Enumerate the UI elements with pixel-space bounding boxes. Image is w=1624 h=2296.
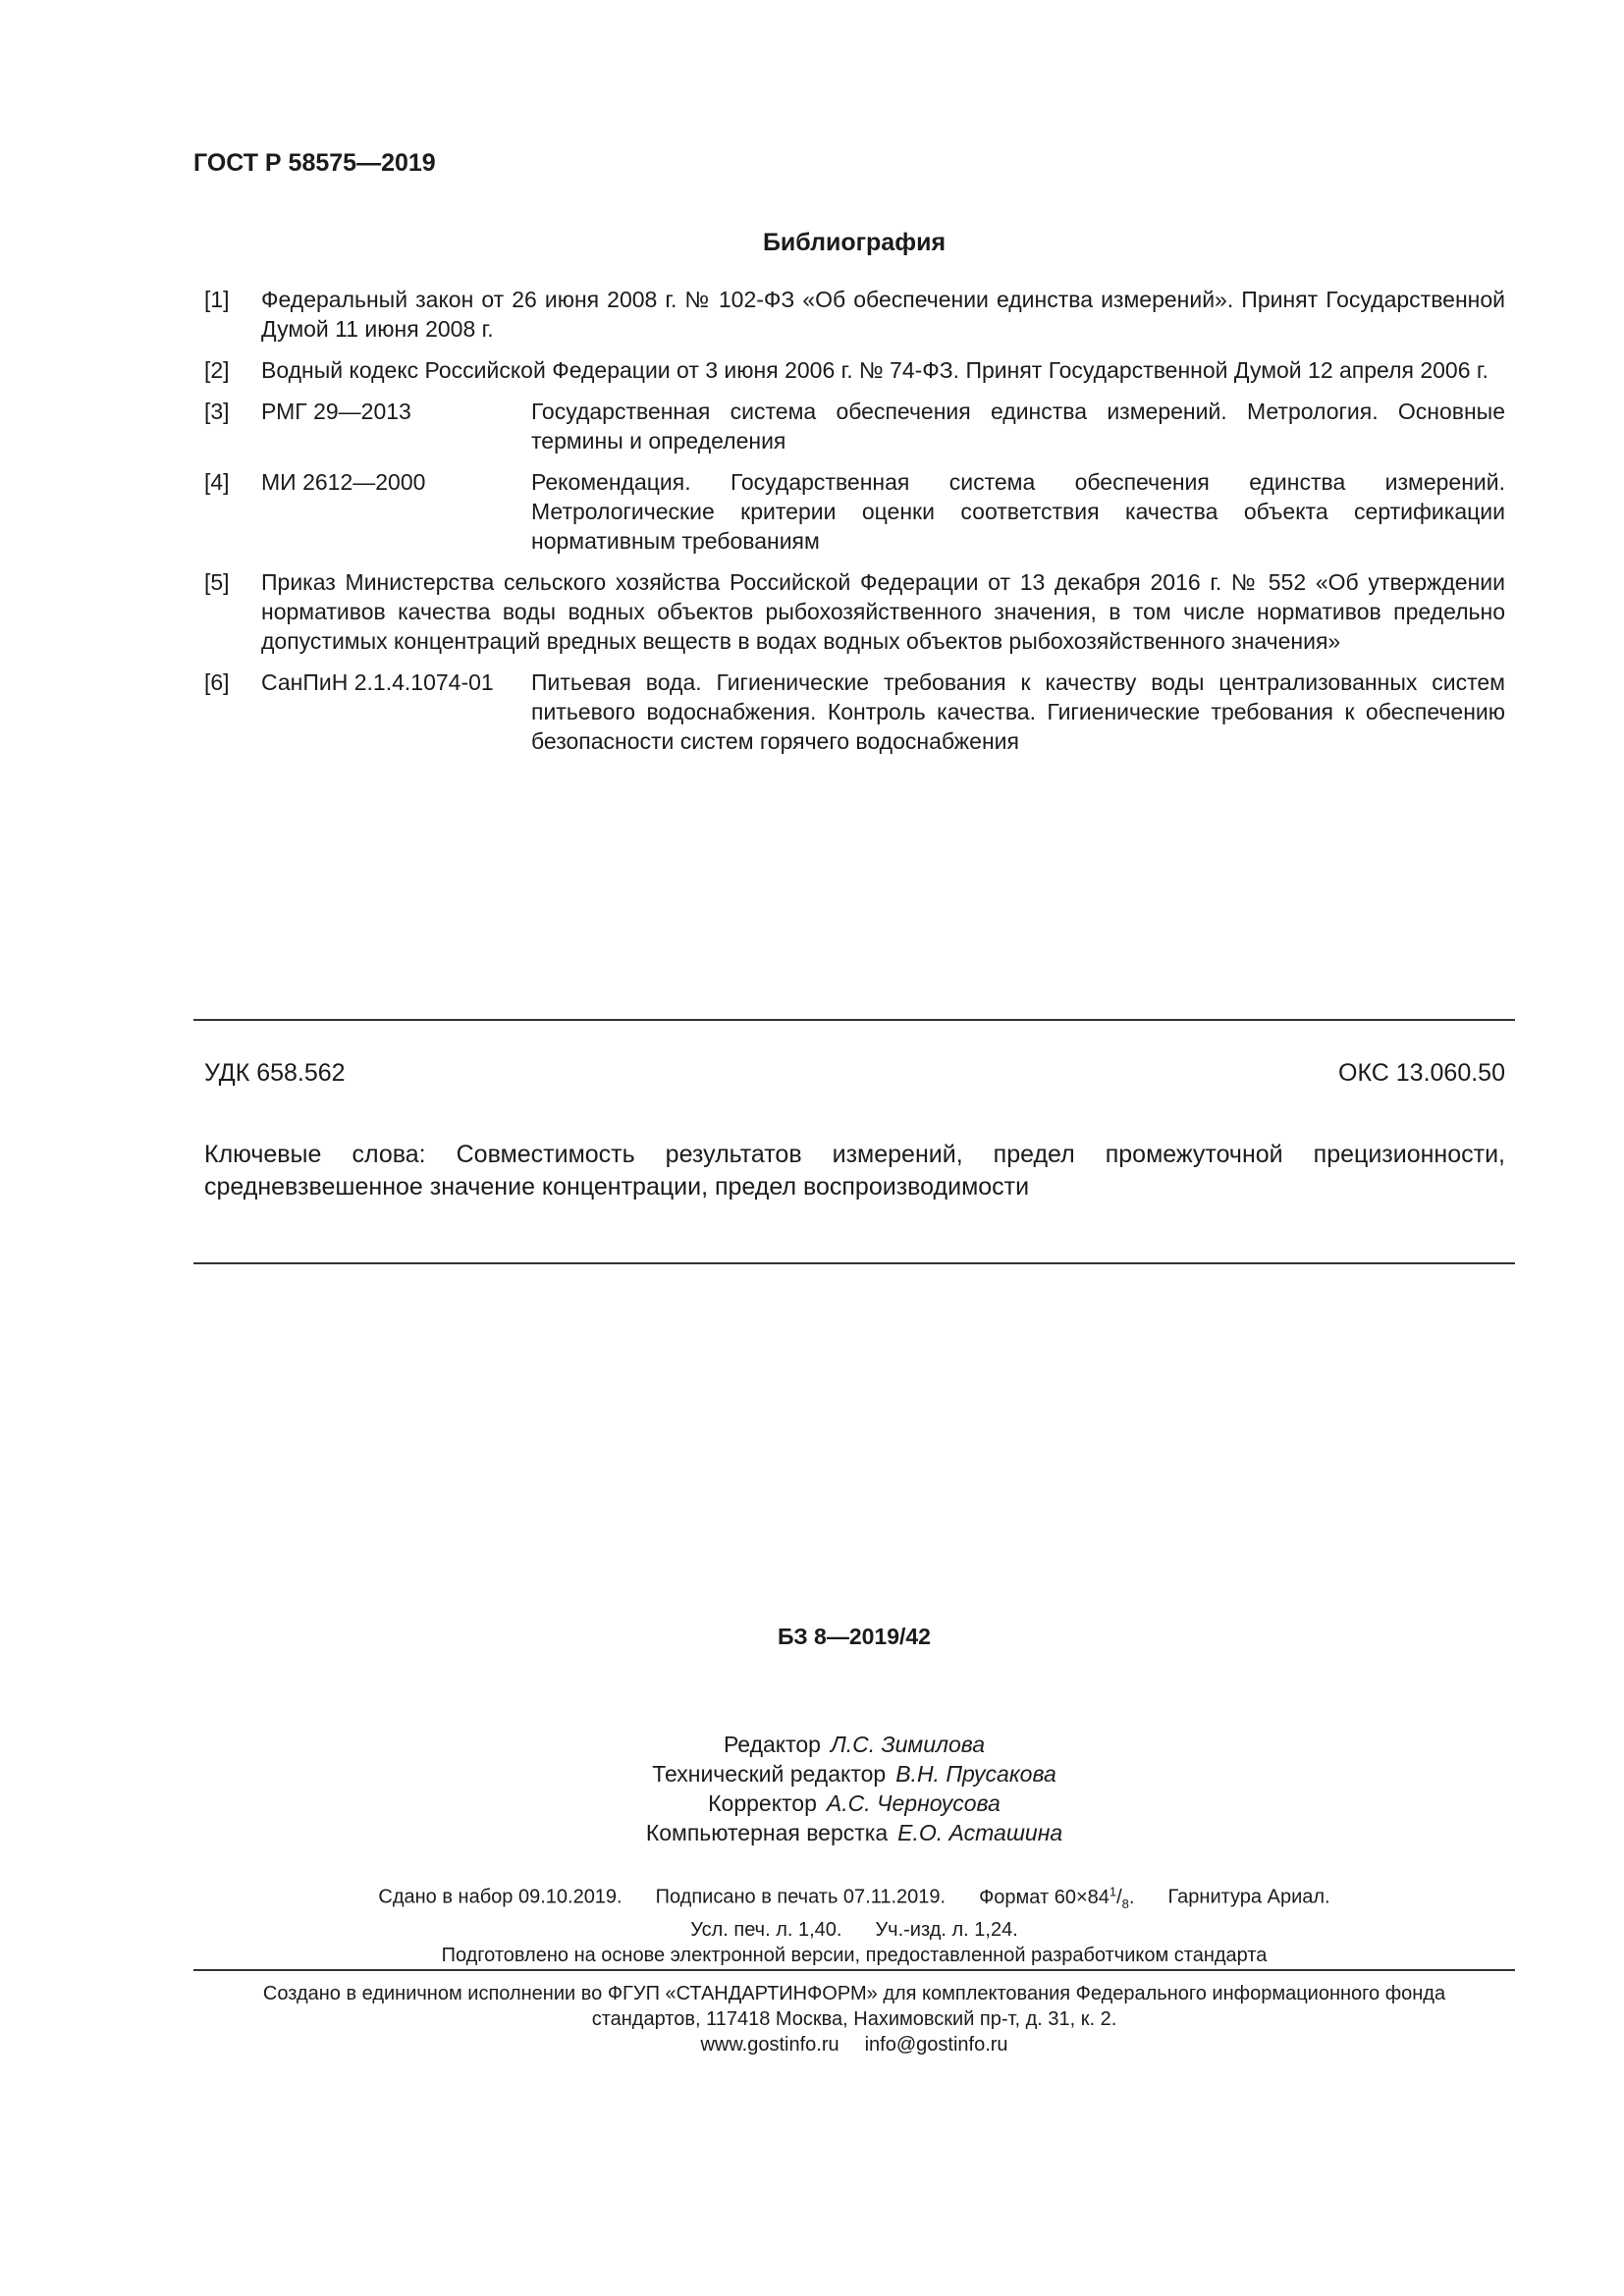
publication-sheets: Уч.-изд. л. 1,24. [875, 1918, 1018, 1941]
credit-line [193, 1759, 1515, 1789]
credit-role: Технический редактор [652, 1761, 887, 1787]
print-info-line [193, 1917, 1515, 1943]
entry-text: Питьевая вода. Гигиенические требования к качеству воды централизованных систем питьевого водоснабжения. Контроль качества. Гигиенические требования к обеспечению безопасности систем горячего водоснабжения [531, 669, 1505, 754]
email-link[interactable]: info@gostinfo.ru [864, 2034, 1008, 2056]
keywords: Ключевые слова: Совместимость результатов измерений, предел промежуточной прецизионности, средневзвешенное значение концентрации, предел воспроизводимости [204, 1141, 1505, 1201]
credit-name: А.С. Черноусова [826, 1790, 1001, 1816]
divider-top [193, 1019, 1515, 1021]
typeface: Гарнитура Ариал. [1167, 1886, 1330, 1908]
entry-number: [2] [204, 357, 230, 383]
entry-number: [6] [204, 669, 230, 695]
bibliography-entry [204, 567, 1505, 656]
bibliography-entry [204, 667, 1505, 756]
signed-date: Подписано в печать 07.11.2019. [655, 1886, 947, 1908]
document-code: ГОСТ Р 58575—2019 [193, 149, 436, 177]
entry-number: [3] [204, 399, 230, 424]
footer-contacts [193, 2032, 1515, 2057]
entry-text: Рекомендация. Государственная система обеспечения единства измерений. Метрологические критерии оценки соответствия качества объекта сертификации нормативным требованиям [531, 469, 1505, 554]
credits [193, 1730, 1515, 1847]
credit-name: В.Н. Прусакова [895, 1761, 1056, 1787]
entry-text: Государственная система обеспечения единства измерений. Метрология. Основные термины и определения [531, 399, 1505, 454]
entry-number: [4] [204, 469, 230, 495]
bibliography-entry [204, 467, 1505, 556]
print-info-line [193, 1879, 1515, 1917]
entry-text: Водный кодекс Российской Федерации от 3 июня 2006 г. № 74-ФЗ. Принят Государственной Думой 12 апреля 2006 г. [261, 357, 1489, 383]
divider-bottom [193, 1262, 1515, 1264]
credit-role: Редактор [723, 1732, 821, 1757]
divider-footer [193, 1969, 1515, 1971]
bz-code: БЗ 8—2019/42 [778, 1624, 931, 1649]
submitted-date: Сдано в набор 09.10.2019. [378, 1886, 623, 1908]
credit-name: Л.С. Зимилова [830, 1732, 986, 1757]
publisher-footer [193, 1981, 1515, 2057]
print-info [193, 1879, 1515, 1968]
footer-line: Создано в единичном исполнении во ФГУП «СТАНДАРТИНФОРМ» для комплектования Федерального информационного фонда [262, 1983, 1446, 2004]
print-sheets: Усл. печ. л. 1,40. [690, 1918, 842, 1941]
credit-line [193, 1730, 1515, 1759]
bibliography-title: Библиография [762, 229, 947, 256]
bibliography-entry [204, 397, 1505, 455]
udk-code: УДК 658.562 [204, 1059, 346, 1087]
credit-name: Е.О. Асташина [897, 1820, 1063, 1845]
credit-line [193, 1789, 1515, 1818]
entry-text: Приказ Министерства сельского хозяйства Российской Федерации от 13 декабря 2016 г. № 552 «Об утверждении нормативов качества воды водных объектов рыбохозяйственного значения, в том числе нормативов предельно допустимых концентраций вредных веществ в водах водных объектов рыбохозяйственного значения» [261, 569, 1505, 654]
bibliography-entry [204, 355, 1505, 385]
bibliography-entry [204, 285, 1505, 344]
bibliography-list [204, 285, 1505, 756]
entry-text: Федеральный закон от 26 июня 2008 г. № 102-ФЗ «Об обеспечении единства измерений». Принят Государственной Думой 11 июня 2008 г. [261, 287, 1505, 342]
credit-line [193, 1818, 1515, 1847]
credit-role: Корректор [708, 1790, 817, 1816]
entry-number: [5] [204, 569, 230, 595]
website-link[interactable]: www.gostinfo.ru [700, 2034, 839, 2056]
entry-code: МИ 2612—2000 [261, 469, 426, 495]
entry-code: СанПиН 2.1.4.1074-01 [261, 669, 494, 695]
footer-line: стандартов, 117418 Москва, Нахимовский пр-т, д. 31, к. 2. [591, 2008, 1117, 2030]
entry-code: РМГ 29—2013 [261, 399, 411, 424]
oks-code: ОКС 13.060.50 [1338, 1059, 1505, 1087]
credit-role: Компьютерная верстка [645, 1820, 889, 1845]
entry-number: [1] [204, 287, 230, 312]
paper-format: Формат $60\times 84^1/_8$. [979, 1884, 1135, 1911]
prepared-note: Подготовлено на основе электронной версии, предоставленной разработчиком стандарта [441, 1944, 1268, 1966]
